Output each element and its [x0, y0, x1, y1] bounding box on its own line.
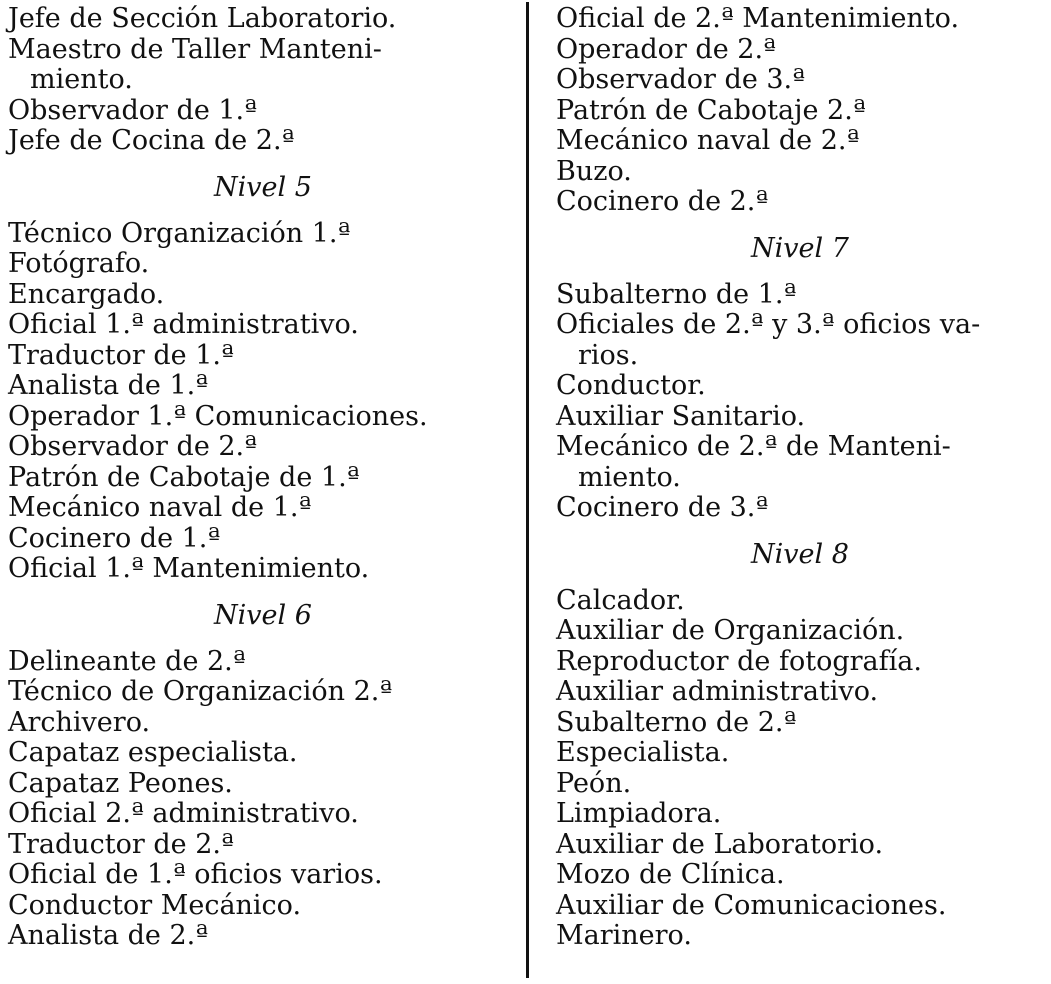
list-item: Oficial 1.ª administrativo. — [8, 309, 359, 340]
list-item: Delineante de 2.ª — [8, 645, 246, 677]
list-item: Limpiadora. — [556, 798, 722, 829]
list-item: Cocinero de 2.ª — [556, 186, 769, 217]
list-item: Mecánico naval de 2.ª — [556, 125, 860, 156]
list-item: Oficial 2.ª administrativo. — [8, 798, 359, 829]
list-item: Auxiliar Sanitario. — [556, 400, 806, 432]
list-item: Patrón de Cabotaje de 1.ª — [8, 461, 360, 493]
list-item: Jefe de Sección Laboratorio. — [8, 3, 397, 34]
list-item: Capataz Peones. — [8, 767, 233, 799]
list-item-continuation: rios. — [578, 339, 639, 371]
list-item: Peón. — [556, 767, 632, 799]
list-item: Especialista. — [556, 737, 730, 768]
list-item: Oficiales de 2.ª y 3.ª oficios va- — [556, 309, 981, 340]
right-column — [556, 4, 1044, 952]
list-item: Capataz especialista. — [8, 737, 298, 768]
list-item: Operador 1.ª Comunicaciones. — [8, 400, 428, 432]
section-heading-nivel-5: Nivel 5 — [214, 171, 312, 203]
left-column — [8, 4, 518, 952]
list-item: Oficial 1.ª Mantenimiento. — [8, 553, 370, 584]
list-item: Archivero. — [8, 706, 151, 738]
section-heading-nivel-8: Nivel 8 — [751, 538, 849, 570]
list-item: Subalterno de 2.ª — [556, 706, 797, 738]
list-item: Buzo. — [556, 155, 632, 187]
list-item: Auxiliar de Comunicaciones. — [556, 889, 947, 921]
list-item: Traductor de 1.ª — [8, 339, 234, 371]
list-item-continuation: miento. — [578, 461, 681, 493]
list-item: Fotógrafo. — [8, 248, 150, 279]
list-item: Reproductor de fotografía. — [556, 645, 922, 677]
list-item: Maestro de Taller Manteni- — [8, 33, 382, 65]
list-item: Observador de 2.ª — [8, 431, 257, 462]
section-heading-nivel-7: Nivel 7 — [751, 232, 849, 264]
list-item: Analista de 1.ª — [8, 370, 209, 401]
list-item: Cocinero de 3.ª — [556, 492, 769, 523]
section-heading-nivel-6: Nivel 6 — [214, 599, 312, 631]
list-item: Técnico de Organización 2.ª — [8, 676, 393, 707]
list-item: Encargado. — [8, 278, 165, 310]
list-item: Jefe de Cocina de 2.ª — [8, 125, 295, 156]
list-item: Mecánico naval de 1.ª — [8, 492, 312, 523]
list-item: Analista de 2.ª — [8, 920, 209, 951]
list-item: Auxiliar de Laboratorio. — [556, 828, 884, 860]
list-item: Mozo de Clínica. — [556, 859, 785, 890]
list-item: Conductor. — [556, 370, 706, 401]
list-item: Auxiliar administrativo. — [556, 676, 879, 707]
list-item: Calcador. — [556, 584, 685, 616]
list-item: Cocinero de 1.ª — [8, 522, 221, 554]
list-item: Traductor de 2.ª — [8, 828, 234, 860]
list-item: Mecánico de 2.ª de Manteni- — [556, 431, 951, 462]
column-divider — [526, 2, 529, 978]
list-item: Operador de 2.ª — [556, 33, 776, 65]
list-item: Marinero. — [556, 920, 692, 951]
list-item: Observador de 1.ª — [8, 94, 257, 126]
list-item: Oficial de 1.ª oficios varios. — [8, 859, 383, 890]
list-item: Auxiliar de Organización. — [556, 615, 905, 646]
list-item: Observador de 3.ª — [556, 64, 805, 95]
list-item: Subalterno de 1.ª — [556, 278, 797, 310]
list-item: Técnico Organización 1.ª — [8, 217, 351, 249]
list-item: Oficial de 2.ª Mantenimiento. — [556, 3, 960, 34]
list-item: Conductor Mecánico. — [8, 889, 302, 921]
list-item: Patrón de Cabotaje 2.ª — [556, 94, 866, 126]
list-item-continuation: miento. — [30, 64, 133, 95]
